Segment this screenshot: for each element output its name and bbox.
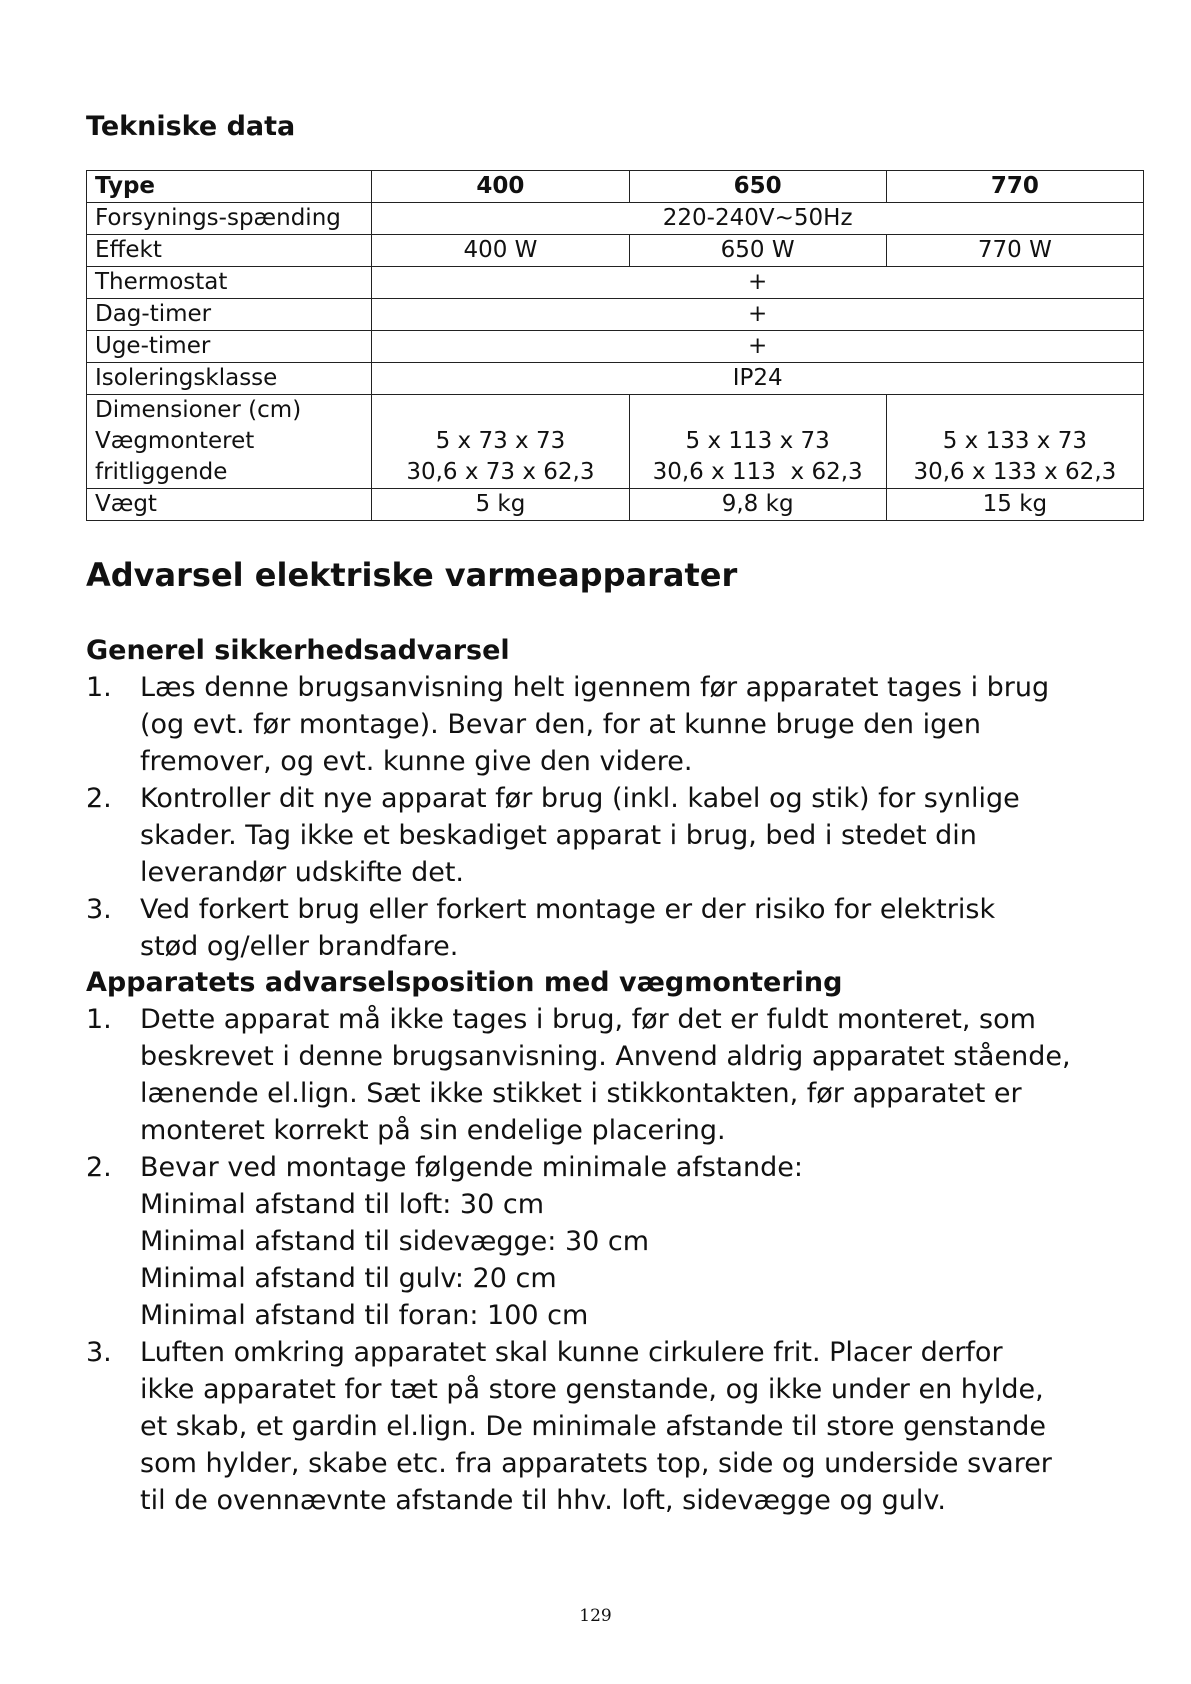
tech-data-heading: Tekniske data — [86, 111, 296, 142]
table-row — [87, 203, 1144, 235]
table-cell: Type — [87, 171, 372, 203]
table-cell: 5 kg — [372, 489, 629, 521]
general-safety-list — [86, 669, 1146, 965]
table-cell: + — [372, 267, 1144, 299]
wall-mount-heading: Apparatets advarselsposition med vægmontering — [86, 967, 843, 998]
table-header-row — [87, 171, 1144, 203]
table-row — [87, 489, 1144, 521]
cell-line: 5 x 133 x 73 — [942, 428, 1088, 454]
item-line: ikke apparatet for tæt på store genstande, og ikke under en hylde, — [140, 1374, 1044, 1405]
list-item — [86, 1149, 1146, 1334]
table-cell: + — [372, 331, 1144, 363]
item-line: leverandør udskifte det. — [140, 857, 464, 888]
item-line: Luften omkring apparatet skal kunne cirkulere frit. Placer derfor — [140, 1337, 1003, 1368]
table-cell — [629, 395, 886, 489]
table-cell: Isoleringsklasse — [87, 363, 372, 395]
item-line: Kontroller dit nye apparat før brug (inkl. kabel og stik) for synlige — [140, 783, 1020, 814]
item-line: Ved forkert brug eller forkert montage er der risiko for elektrisk — [140, 894, 996, 925]
item-number: 3. — [86, 894, 112, 925]
table-cell: 770 W — [886, 235, 1143, 267]
table-row — [87, 363, 1144, 395]
table-cell: 650 — [629, 171, 886, 203]
item-line: fremover, og evt. kunne give den videre. — [140, 746, 693, 777]
table-cell: Dag-timer — [87, 299, 372, 331]
cell-line: 30,6 x 73 x 62,3 — [406, 459, 595, 485]
item-number: 2. — [86, 1152, 112, 1183]
table-cell: + — [372, 299, 1144, 331]
list-item — [86, 669, 1146, 780]
item-line: som hylder, skabe etc. fra apparatets top, side og underside svarer — [140, 1448, 1052, 1479]
table-cell: Thermostat — [87, 267, 372, 299]
cell-line: 5 x 113 x 73 — [685, 428, 830, 454]
cell-line: 30,6 x 133 x 62,3 — [913, 459, 1117, 485]
item-number: 3. — [86, 1337, 112, 1368]
table-cell: Effekt — [87, 235, 372, 267]
table-cell: 400 — [372, 171, 629, 203]
cell-line: 30,6 x 113 x 62,3 — [652, 459, 863, 485]
document-page — [86, 110, 1146, 1519]
item-line: Bevar ved montage følgende minimale afstande: — [140, 1152, 803, 1183]
item-line: beskrevet i denne brugsanvisning. Anvend aldrig apparatet stående, — [140, 1041, 1071, 1072]
table-cell — [886, 395, 1143, 489]
table-row — [87, 395, 1144, 489]
item-line: Læs denne brugsanvisning helt igennem før apparatet tages i brug — [140, 672, 1050, 703]
table-cell: Uge-timer — [87, 331, 372, 363]
page-number: 129 — [579, 1606, 612, 1626]
warning-heading: Advarsel elektriske varmeapparater — [86, 556, 738, 594]
list-item — [86, 891, 1146, 965]
table-row — [87, 331, 1144, 363]
table-cell: Vægt — [87, 489, 372, 521]
table-cell: 220-240V~50Hz — [372, 203, 1144, 235]
table-cell: 650 W — [629, 235, 886, 267]
general-safety-heading: Generel sikkerhedsadvarsel — [86, 635, 510, 666]
tech-data-table — [86, 170, 1144, 521]
item-line: skader. Tag ikke et beskadiget apparat i brug, bed i stedet din — [140, 820, 977, 851]
item-line: Dette apparat må ikke tages i brug, før det er fuldt monteret, som — [140, 1004, 1036, 1035]
list-item — [86, 1001, 1146, 1149]
table-cell: 770 — [886, 171, 1143, 203]
table-cell: Forsynings-spænding — [87, 203, 372, 235]
item-number: 1. — [86, 672, 112, 703]
table-cell — [87, 395, 372, 489]
table-cell: IP24 — [372, 363, 1144, 395]
table-row — [87, 299, 1144, 331]
wall-mount-list — [86, 1001, 1146, 1519]
cell-line: fritliggende — [95, 459, 228, 485]
item-line: Minimal afstand til loft: 30 cm — [140, 1189, 544, 1220]
item-line: lænende el.lign. Sæt ikke stikket i stikkontakten, før apparatet er — [140, 1078, 1022, 1109]
item-line: et skab, et gardin el.lign. De minimale afstande til store genstande — [140, 1411, 1047, 1442]
list-item — [86, 780, 1146, 891]
item-number: 1. — [86, 1004, 112, 1035]
item-line: stød og/eller brandfare. — [140, 931, 459, 962]
item-line: monteret korrekt på sin endelige placering. — [140, 1115, 726, 1146]
item-number: 2. — [86, 783, 112, 814]
item-line: Minimal afstand til gulv: 20 cm — [140, 1263, 557, 1294]
item-line: (og evt. før montage). Bevar den, for at kunne bruge den igen — [140, 709, 981, 740]
item-line: Minimal afstand til foran: 100 cm — [140, 1300, 589, 1331]
cell-line: Dimensioner (cm) — [95, 397, 302, 423]
table-cell: 400 W — [372, 235, 629, 267]
table-row — [87, 267, 1144, 299]
list-item — [86, 1334, 1146, 1519]
item-line: til de ovennævnte afstande til hhv. loft, sidevægge og gulv. — [140, 1485, 946, 1516]
table-cell: 9,8 kg — [629, 489, 886, 521]
cell-line: 5 x 73 x 73 — [435, 428, 566, 454]
cell-line: Vægmonteret — [95, 428, 255, 454]
table-cell — [372, 395, 629, 489]
item-line: Minimal afstand til sidevægge: 30 cm — [140, 1226, 650, 1257]
table-row — [87, 235, 1144, 267]
table-cell: 15 kg — [886, 489, 1143, 521]
